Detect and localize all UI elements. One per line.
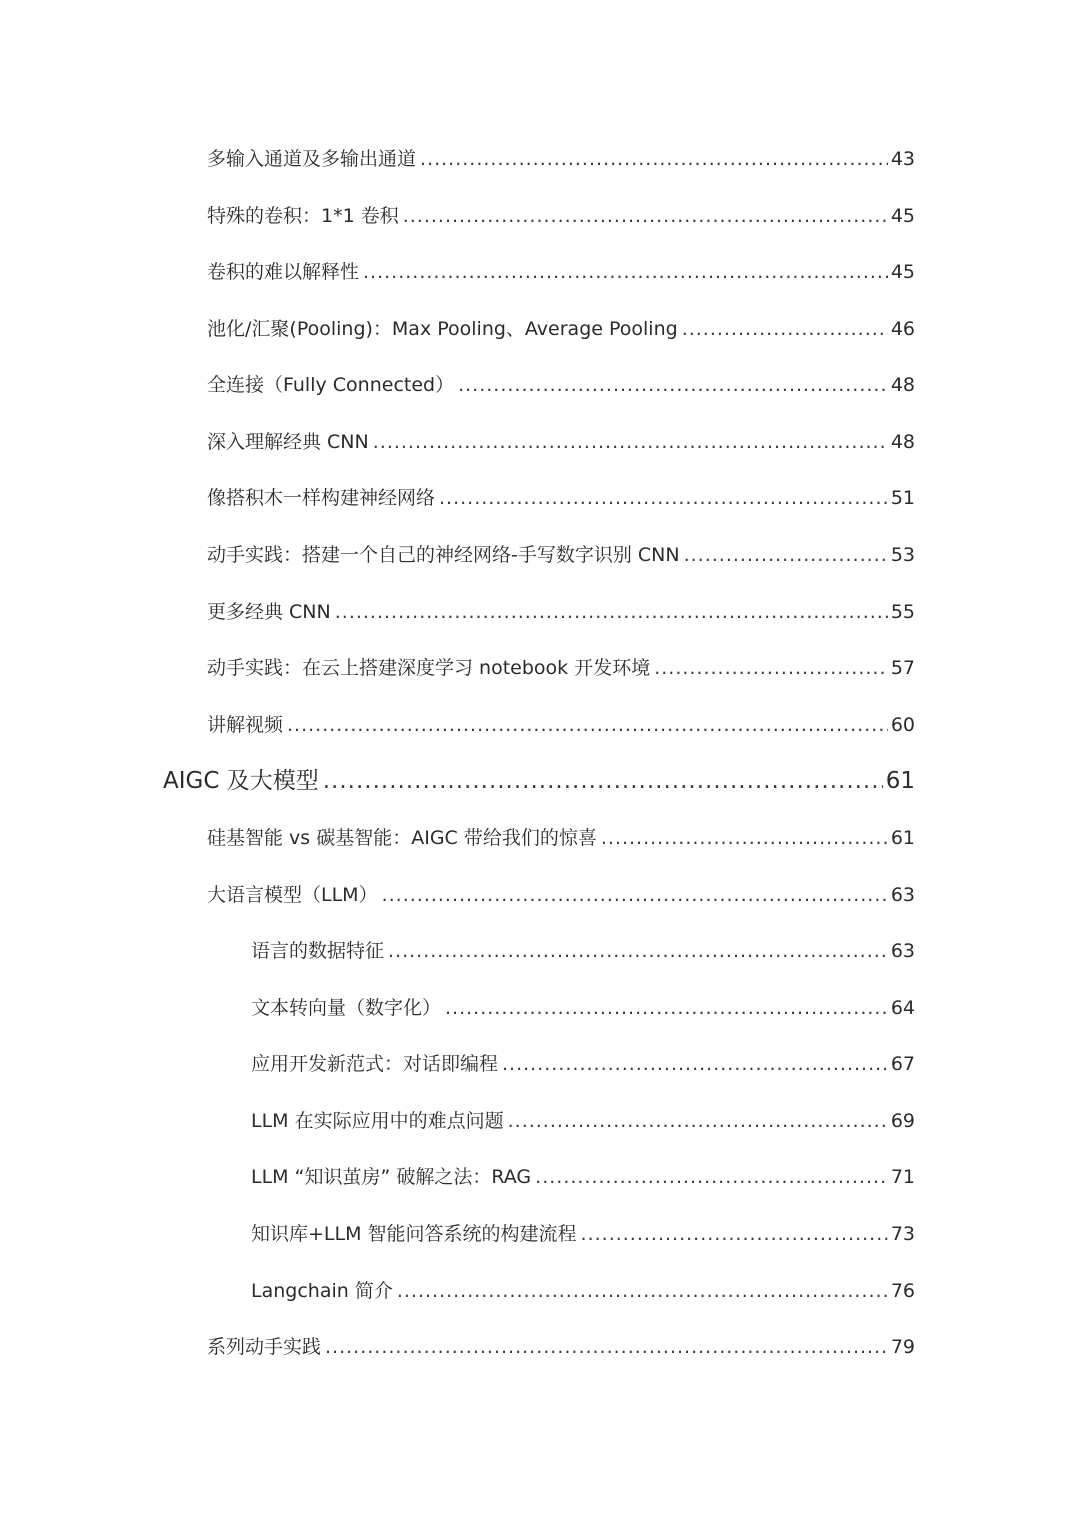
toc-subentry-page: 64: [890, 997, 915, 1019]
dot-leader: [439, 483, 888, 513]
toc-subentry-title: 知识库+LLM 智能问答系统的构建流程: [251, 1223, 577, 1245]
toc-subentry-page: 76: [890, 1280, 915, 1302]
toc-entry-page: 60: [890, 714, 915, 736]
toc-subentry-page: 69: [890, 1110, 915, 1132]
toc-entry[interactable]: [207, 201, 915, 231]
toc-subentry[interactable]: [251, 1276, 915, 1306]
toc-entry[interactable]: [207, 314, 915, 344]
dot-leader: [458, 370, 888, 400]
toc-entry-page: 53: [890, 544, 915, 566]
toc-entry-page: 48: [890, 374, 915, 396]
toc-subentry[interactable]: [251, 1106, 915, 1136]
toc-entry-page: 51: [890, 487, 915, 509]
toc-subentry-page: 71: [890, 1166, 915, 1188]
dot-leader: [684, 540, 888, 570]
toc-subentry-title: Langchain 简介: [251, 1280, 393, 1302]
dot-leader: [682, 314, 888, 344]
toc-entry-page: 45: [890, 205, 915, 227]
toc-entry[interactable]: [207, 880, 915, 910]
toc-entry-page: 79: [890, 1336, 915, 1358]
toc-entry-title: 池化/汇聚(Pooling)：Max Pooling、Average Pooling: [207, 318, 678, 340]
toc-entry[interactable]: [207, 1332, 915, 1362]
toc-subentry[interactable]: [251, 1049, 915, 1079]
dot-leader: [363, 257, 888, 287]
toc-entry-title: 硅基智能 vs 碳基智能：AIGC 带给我们的惊喜: [207, 827, 597, 849]
dot-leader: [382, 880, 888, 910]
toc-subentry-page: 63: [890, 940, 915, 962]
toc-entry-title: 更多经典 CNN: [207, 601, 331, 623]
dot-leader: [335, 597, 888, 627]
dot-leader: [445, 993, 888, 1023]
toc-entry[interactable]: [207, 653, 915, 683]
toc-entry[interactable]: [207, 427, 915, 457]
dot-leader: [397, 1276, 888, 1306]
dot-leader: [323, 764, 883, 798]
toc-entry-title: 像搭积木一样构建神经网络: [207, 487, 436, 509]
toc-subentry-title: LLM “知识茧房” 破解之法：RAG: [251, 1166, 532, 1188]
toc-entry-page: 55: [890, 601, 915, 623]
dot-leader: [388, 936, 888, 966]
toc-entry-title: 大语言模型（LLM）: [207, 884, 378, 906]
toc-entry-page: 63: [890, 884, 915, 906]
toc-entry-title: 多输入通道及多输出通道: [207, 148, 417, 170]
dot-leader: [508, 1106, 888, 1136]
dot-leader: [373, 427, 888, 457]
dot-leader: [535, 1162, 888, 1192]
toc-entry-page: 57: [890, 657, 915, 679]
dot-leader: [325, 1332, 888, 1362]
toc-chapter-title: AIGC 及大模型: [163, 768, 319, 794]
toc-entry[interactable]: [207, 597, 915, 627]
toc-subentry[interactable]: [251, 1219, 915, 1249]
toc-subentry[interactable]: [251, 1162, 915, 1192]
toc-subentry-page: 67: [890, 1053, 915, 1075]
toc-entry[interactable]: [207, 710, 915, 740]
toc-entry-page: 48: [890, 431, 915, 453]
toc-entry[interactable]: [207, 370, 915, 400]
toc-entry-page: 45: [890, 261, 915, 283]
dot-leader: [403, 201, 888, 231]
toc-subentry[interactable]: [251, 993, 915, 1023]
toc-entry-title: 深入理解经典 CNN: [207, 431, 369, 453]
toc-subentry-title: 应用开发新范式：对话即编程: [251, 1053, 499, 1075]
toc-entry[interactable]: [207, 823, 915, 853]
toc-subentry-title: LLM 在实际应用中的难点问题: [251, 1110, 504, 1132]
toc-entry[interactable]: [207, 257, 915, 287]
dot-leader: [601, 823, 888, 853]
toc-entry[interactable]: [207, 483, 915, 513]
toc-entry-page: 43: [890, 148, 915, 170]
toc-entry[interactable]: [207, 540, 915, 570]
dot-leader: [420, 144, 888, 174]
toc-subentry[interactable]: [251, 936, 915, 966]
toc-entry-title: 特殊的卷积：1*1 卷积: [207, 205, 399, 227]
toc-entry-title: 动手实践：在云上搭建深度学习 notebook 开发环境: [207, 657, 651, 679]
toc-subentry-title: 文本转向量（数字化）: [251, 997, 442, 1019]
toc-entry-title: 卷积的难以解释性: [207, 261, 360, 283]
toc-entry-title: 讲解视频: [207, 714, 284, 736]
dot-leader: [654, 653, 888, 683]
toc-chapter-entry[interactable]: [163, 764, 915, 798]
toc-entry-title: 全连接（Fully Connected）: [207, 374, 455, 396]
toc-entry-page: 46: [890, 318, 915, 340]
toc-entry-title: 动手实践：搭建一个自己的神经网络-手写数字识别 CNN: [207, 544, 680, 566]
toc-chapter-page: 61: [885, 768, 915, 794]
toc-entry-page: 61: [890, 827, 915, 849]
dot-leader: [581, 1219, 888, 1249]
toc-subentry-title: 语言的数据特征: [251, 940, 385, 962]
toc-entry[interactable]: [207, 144, 915, 174]
dot-leader: [287, 710, 888, 740]
toc-entry-title: 系列动手实践: [207, 1336, 322, 1358]
dot-leader: [502, 1049, 888, 1079]
toc-subentry-page: 73: [890, 1223, 915, 1245]
